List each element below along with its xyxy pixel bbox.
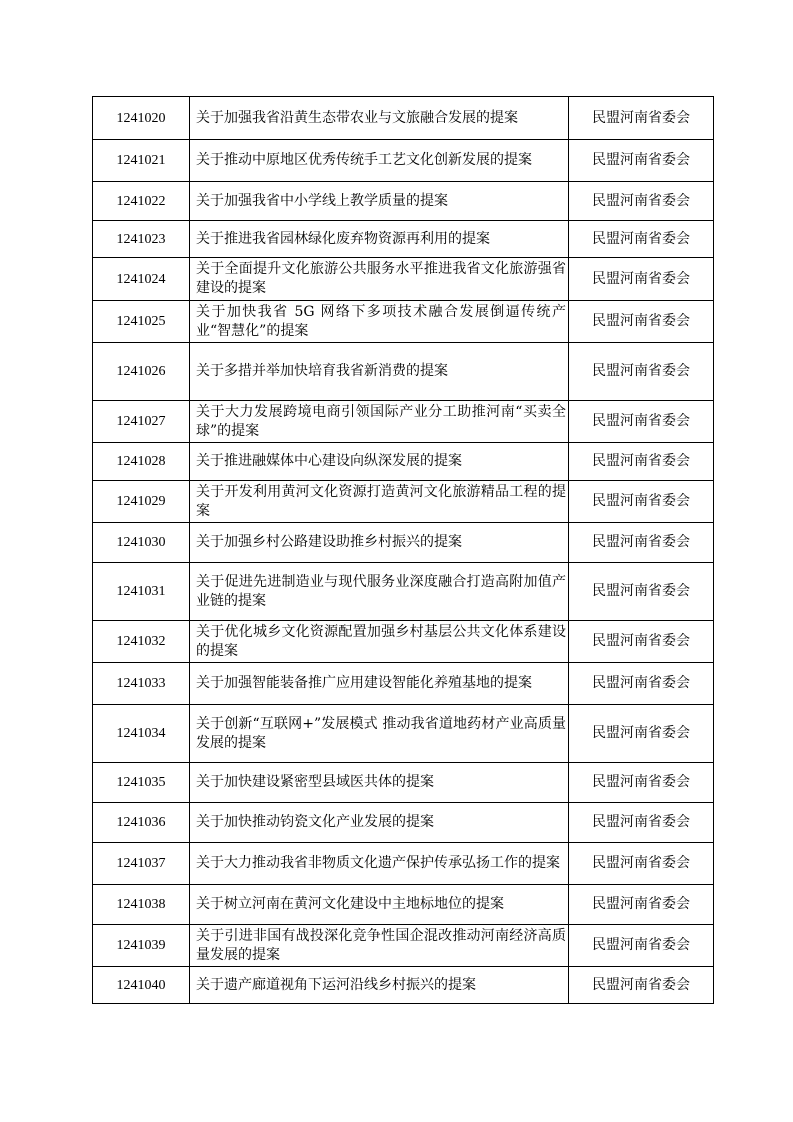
table-row bbox=[93, 343, 714, 401]
proposal-org: 民盟河南省委会 bbox=[569, 763, 714, 803]
proposal-org: 民盟河南省委会 bbox=[569, 301, 714, 343]
proposal-id: 1241040 bbox=[93, 967, 190, 1004]
proposal-id: 1241038 bbox=[93, 885, 190, 925]
proposal-org: 民盟河南省委会 bbox=[569, 967, 714, 1004]
proposal-id: 1241033 bbox=[93, 663, 190, 705]
proposal-id: 1241021 bbox=[93, 140, 190, 182]
proposal-title: 关于创新“互联网+”发展模式 推动我省道地药材产业高质量发展的提案 bbox=[190, 705, 569, 763]
proposal-org: 民盟河南省委会 bbox=[569, 140, 714, 182]
table-row bbox=[93, 258, 714, 301]
proposal-org: 民盟河南省委会 bbox=[569, 343, 714, 401]
proposal-org: 民盟河南省委会 bbox=[569, 925, 714, 967]
table-row bbox=[93, 843, 714, 885]
table-row bbox=[93, 885, 714, 925]
proposal-org: 民盟河南省委会 bbox=[569, 401, 714, 443]
proposal-title: 关于推动中原地区优秀传统手工艺文化创新发展的提案 bbox=[190, 140, 569, 182]
proposal-org: 民盟河南省委会 bbox=[569, 843, 714, 885]
proposal-id: 1241034 bbox=[93, 705, 190, 763]
table-row bbox=[93, 97, 714, 140]
proposal-title: 关于树立河南在黄河文化建设中主地标地位的提案 bbox=[190, 885, 569, 925]
table-row bbox=[93, 563, 714, 621]
proposal-org: 民盟河南省委会 bbox=[569, 885, 714, 925]
proposal-title: 关于加强我省中小学线上教学质量的提案 bbox=[190, 182, 569, 221]
proposal-id: 1241027 bbox=[93, 401, 190, 443]
table-row bbox=[93, 481, 714, 523]
proposal-title: 关于多措并举加快培育我省新消费的提案 bbox=[190, 343, 569, 401]
proposal-id: 1241022 bbox=[93, 182, 190, 221]
table-row bbox=[93, 705, 714, 763]
table-row bbox=[93, 182, 714, 221]
proposal-title: 关于优化城乡文化资源配置加强乡村基层公共文化体系建设的提案 bbox=[190, 621, 569, 663]
proposal-org: 民盟河南省委会 bbox=[569, 481, 714, 523]
proposal-title: 关于大力推动我省非物质文化遗产保护传承弘扬工作的提案 bbox=[190, 843, 569, 885]
proposal-id: 1241032 bbox=[93, 621, 190, 663]
proposal-title: 关于加快建设紧密型县域医共体的提案 bbox=[190, 763, 569, 803]
table-row bbox=[93, 301, 714, 343]
table-row bbox=[93, 967, 714, 1004]
proposal-org: 民盟河南省委会 bbox=[569, 182, 714, 221]
table-row bbox=[93, 221, 714, 258]
proposal-id: 1241025 bbox=[93, 301, 190, 343]
proposal-org: 民盟河南省委会 bbox=[569, 803, 714, 843]
proposal-id: 1241020 bbox=[93, 97, 190, 140]
proposal-id: 1241039 bbox=[93, 925, 190, 967]
proposal-title: 关于引进非国有战投深化竞争性国企混改推动河南经济高质量发展的提案 bbox=[190, 925, 569, 967]
proposal-id: 1241028 bbox=[93, 443, 190, 481]
proposal-org: 民盟河南省委会 bbox=[569, 563, 714, 621]
proposal-org: 民盟河南省委会 bbox=[569, 523, 714, 563]
proposal-id: 1241031 bbox=[93, 563, 190, 621]
proposal-org: 民盟河南省委会 bbox=[569, 221, 714, 258]
proposal-title: 关于推进融媒体中心建设向纵深发展的提案 bbox=[190, 443, 569, 481]
table-row bbox=[93, 140, 714, 182]
table-row bbox=[93, 401, 714, 443]
proposal-table bbox=[92, 96, 714, 1004]
proposal-title: 关于推进我省园林绿化废弃物资源再利用的提案 bbox=[190, 221, 569, 258]
table-row bbox=[93, 663, 714, 705]
proposal-title: 关于全面提升文化旅游公共服务水平推进我省文化旅游强省建设的提案 bbox=[190, 258, 569, 301]
proposal-title: 关于促进先进制造业与现代服务业深度融合打造高附加值产业链的提案 bbox=[190, 563, 569, 621]
proposal-title: 关于加强智能装备推广应用建设智能化养殖基地的提案 bbox=[190, 663, 569, 705]
table-row bbox=[93, 523, 714, 563]
proposal-title: 关于加快推动钧瓷文化产业发展的提案 bbox=[190, 803, 569, 843]
proposal-title: 关于加强乡村公路建设助推乡村振兴的提案 bbox=[190, 523, 569, 563]
proposal-org: 民盟河南省委会 bbox=[569, 443, 714, 481]
proposal-title: 关于开发利用黄河文化资源打造黄河文化旅游精品工程的提案 bbox=[190, 481, 569, 523]
proposal-id: 1241024 bbox=[93, 258, 190, 301]
proposal-title: 关于大力发展跨境电商引领国际产业分工助推河南“买卖全球”的提案 bbox=[190, 401, 569, 443]
proposal-title: 关于加快我省 5G 网络下多项技术融合发展倒逼传统产业“智慧化”的提案 bbox=[190, 301, 569, 343]
proposal-org: 民盟河南省委会 bbox=[569, 621, 714, 663]
table-row bbox=[93, 925, 714, 967]
table-row bbox=[93, 621, 714, 663]
table-row bbox=[93, 443, 714, 481]
proposal-id: 1241035 bbox=[93, 763, 190, 803]
proposal-org: 民盟河南省委会 bbox=[569, 97, 714, 140]
table-row bbox=[93, 803, 714, 843]
proposal-org: 民盟河南省委会 bbox=[569, 705, 714, 763]
proposal-id: 1241029 bbox=[93, 481, 190, 523]
proposal-id: 1241036 bbox=[93, 803, 190, 843]
proposal-id: 1241037 bbox=[93, 843, 190, 885]
proposal-id: 1241023 bbox=[93, 221, 190, 258]
proposal-title: 关于遗产廊道视角下运河沿线乡村振兴的提案 bbox=[190, 967, 569, 1004]
proposal-id: 1241030 bbox=[93, 523, 190, 563]
proposal-id: 1241026 bbox=[93, 343, 190, 401]
proposal-org: 民盟河南省委会 bbox=[569, 663, 714, 705]
proposal-title: 关于加强我省沿黄生态带农业与文旅融合发展的提案 bbox=[190, 97, 569, 140]
table-row bbox=[93, 763, 714, 803]
proposal-org: 民盟河南省委会 bbox=[569, 258, 714, 301]
